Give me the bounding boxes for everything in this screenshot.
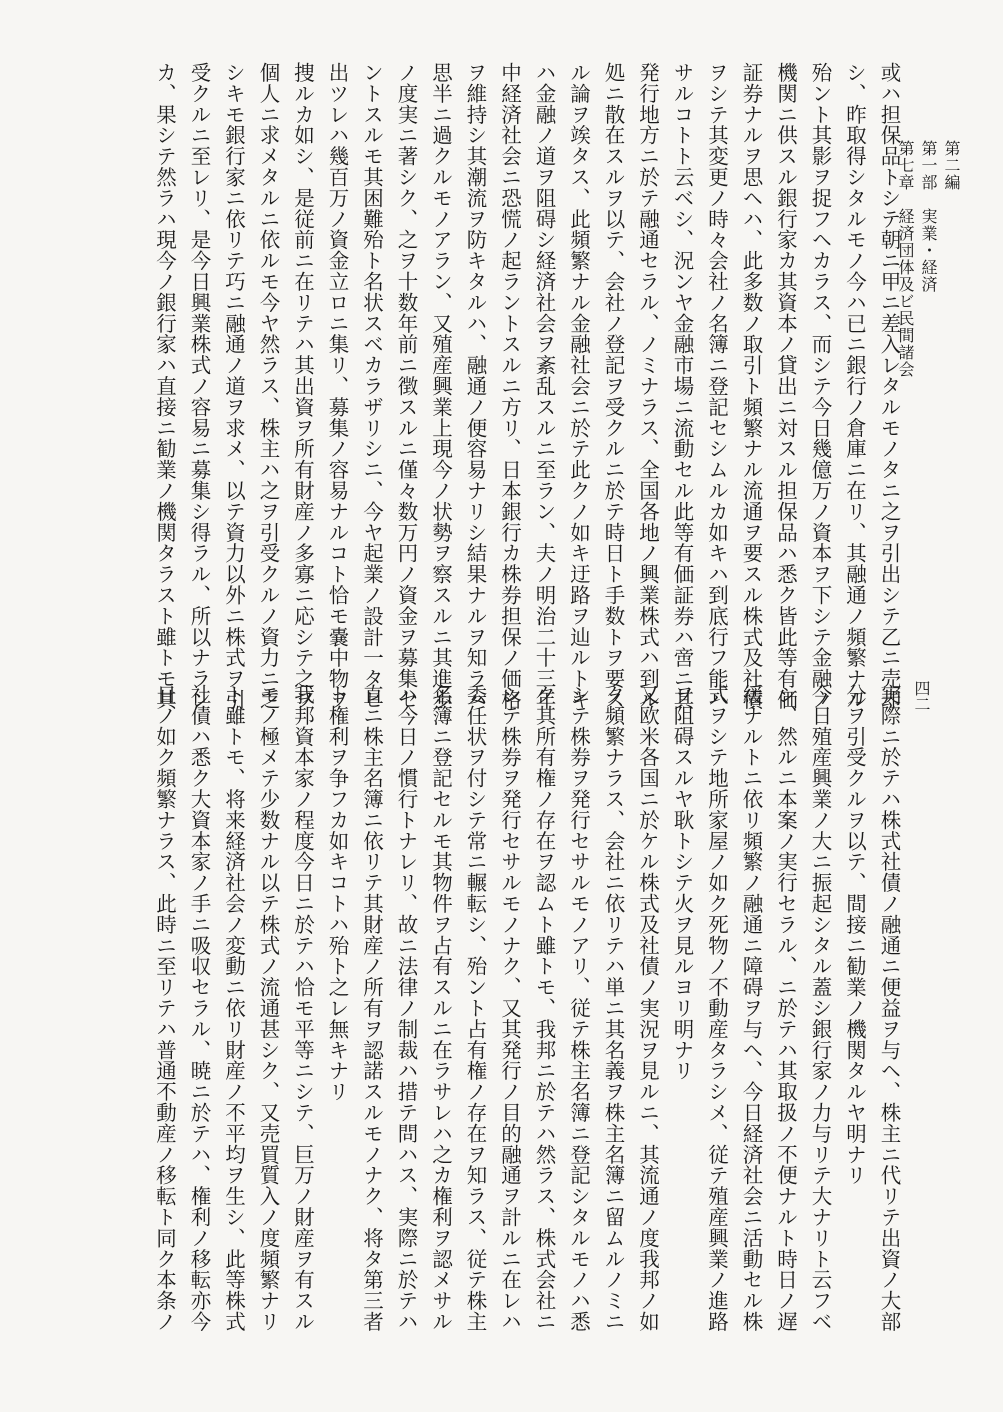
text-line: 証券ナルヲ思ヘハ、此多数ノ取引ト頻繁ナル流通ヲ要スル株式及社債 (739, 62, 763, 710)
text-line: 機関ニ供スル銀行家カ其資本ノ貸出ニ対スル担保品ハ悉ク皆此等有価 (773, 62, 798, 710)
text-line: 緩ナルトニ依リ頻繁ノ融通ニ障碍ヲ与ヘ、今日経済社会ニ活動セル株 (739, 684, 763, 1332)
text-line: 或ハ担保品トシテ朝ニ甲ニ差入レタルモノタニ之ヲ引出シテ乙ニ売却 (877, 62, 901, 710)
text-line: 直ニ株主名簿ニ依リテ其財産ノ所有ヲ認諾スルモノナク、将タ第三者 (359, 684, 384, 1332)
text-line: 社債ハ悉ク大資本家ノ手ニ吸収セラル、暁ニ於テハ、権利ノ移転亦今 (187, 684, 211, 1332)
text-line: カ、果シテ然ラハ現今ノ銀行家ハ直接ニ勧業ノ機関タラスト雖トモ其 (152, 62, 177, 710)
text-line: ハ金融ノ道ヲ阻碍シ経済社会ヲ紊乱スルニ至ラン、夫ノ明治二十三年 (532, 62, 556, 710)
text-line: 我邦資本家ノ程度今日ニ於テハ恰モ平等ニシテ、巨万ノ財産ヲ有スル (290, 684, 315, 1332)
upper-text-block (147, 62, 906, 710)
text-line: 分ヲ引受クルヲ以テ、間接ニ勧業ノ機関タルヤ明ナリ (842, 684, 867, 1186)
text-line: 又欧米各国ニ於ケル株式及社債ノ実況ヲ見ルニ、其流通ノ度我邦ノ如 (635, 684, 660, 1332)
text-line: 式ヲシテ地所家屋ノ如ク死物ノ不動産タラシメ、従テ殖産興業ノ進路 (704, 684, 729, 1332)
text-line: シ、然ルニ本案ノ実行セラル、ニ於テハ其取扱ノ不便ナルト時日ノ遅 (773, 684, 798, 1332)
text-line: 殆ント其影ヲ捉フヘカラス、而シテ今日幾億万ノ資本ヲ下シテ金融ノ (808, 62, 832, 710)
text-line: シテ株券ヲ発行セサルモノナク、又其発行ノ目的融通ヲ計ルニ在レハ (497, 684, 522, 1332)
text-line: ト権利ヲ争フカ如キコトハ殆ト之レ無キナリ (325, 684, 349, 1102)
text-line: 日ノ如ク頻繁ナラス、此時ニ至リテハ普通不動産ノ移転ト同ク本条ノ (152, 684, 177, 1332)
text-line: 実際ニ於テハ株式社債ノ融通ニ便益ヲ与ヘ、株主ニ代リテ出資ノ大部 (877, 684, 901, 1332)
text-line: ル論ヲ竢タス、此頻繁ナル金融社会ニ於テ此クノ如キ迂路ヲ辿ルトキ (566, 62, 591, 710)
running-head-bu: 第一部 実業・経済 (919, 140, 938, 293)
page-number: 四二 (912, 680, 931, 712)
text-line: 捜ルカ如シ、是従前ニ在リテハ其出資ヲ所有財産ノ多寡ニ応シテ之ヲ (290, 62, 315, 710)
text-line: ヲ阻碍スルヤ耿トシテ火ヲ見ルヨリ明ナリ (670, 684, 694, 1082)
text-line: シ、昨取得シタルモノ今ハ已ニ銀行ノ倉庫ニ在リ、其融通ノ頻繁ナル (842, 62, 867, 710)
text-line: サルコトト云ベシ、況ンヤ金融市場ニ流動セル此等有価証券ハ啻ニ其 (670, 62, 694, 710)
text-line: ト雖トモ、将来経済社会ノ変動ニ依リ財産ノ不平均ヲ生シ、此等株式 (221, 684, 246, 1332)
text-line: ントスルモ其困難殆ト名状スベカラザリシニ、今ヤ起業ノ設計一タヒ (359, 62, 384, 710)
text-line: 個人ニ求メタルニ依ルモ今ヤ然ラス、株主ハ之ヲ引受クルノ資力ニ乏 (256, 62, 280, 710)
text-line: 発行地方ニ於テ融通セラル、ノミナラス、全国各地ノ興業株式ハ到ル (635, 62, 660, 710)
text-line: 出ツレハ幾百万ノ資金立ロニ集リ、募集ノ容易ナルコト恰モ嚢中物ヲ (325, 62, 349, 710)
text-line: 委任状ヲ付シテ常ニ輾転シ、殆ント占有権ノ存在ヲ知ラス、従テ株主 (463, 684, 487, 1332)
text-line: 今日殖産興業ノ大ニ振起シタル蓋シ銀行家ノ力与リテ大ナリト云フベ (808, 684, 832, 1332)
text-line: ク頻繁ナラス、会社ニ依リテハ単ニ其名義ヲ株主名簿ニ留ムルノミニ (601, 684, 625, 1332)
text-line: モノ極メテ少数ナル以テ株式ノ流通甚シク、又売買質入ノ度頻繁ナリ (256, 684, 280, 1332)
text-line: 中経済社会ニ恐慌ノ起ラントスルニ方リ、日本銀行カ株券担保ノ価格 (497, 62, 522, 710)
lower-text-block (147, 684, 906, 1349)
text-line: ク其所有権ノ存在ヲ認ムト雖トモ、我邦ニ於テハ然ラス、株式会社ニ (532, 684, 556, 1332)
running-head-sho: 第七章 経済団体及ビ民間諸会 (896, 140, 915, 378)
text-line: 名簿ニ登記セルモ其物件ヲ占有スルニ在ラサレハ之カ権利ヲ認メサル (428, 684, 453, 1332)
text-line: 処ニ散在スルヲ以テ、会社ノ登記ヲ受クルニ於テ時日ト手数トヲ要ス (601, 62, 625, 710)
text-line: シテ株券ヲ発行セサルモノアリ、従テ株主名簿ニ登記シタルモノハ悉 (566, 684, 591, 1332)
text-line: ヲシテ其変更ノ時々会社ノ名簿ニ登記セシムルカ如キハ到底行フ能ハ (704, 62, 729, 710)
running-head-hen: 第二編 (942, 140, 961, 191)
text-line: ノ度実ニ著シク、之ヲ十数年前ニ徴スルニ僅々数万円ノ資金ヲ募集セ (394, 62, 418, 710)
text-line: ヲ維持シ其潮流ヲ防キタルハ、融通ノ便容易ナリシ結果ナルヲ知ラハ (463, 62, 487, 710)
text-line: 思半ニ過クルモノアラン、又殖産興業上現今ノ状勢ヲ察スルニ其進歩 (428, 62, 453, 710)
text-line: シキモ銀行家ニ依リテ巧ニ融通ノ道ヲ求メ、以テ資力以外ニ株式ヲ引 (221, 62, 246, 710)
text-line: ハ今日ノ慣行トナレリ、故ニ法律ノ制裁ハ措テ問ハス、実際ニ於テハ (394, 684, 418, 1332)
text-line: 受クルニ至レリ、是今日興業株式ノ容易ニ募集シ得ラル、所以ナラン (187, 62, 211, 710)
